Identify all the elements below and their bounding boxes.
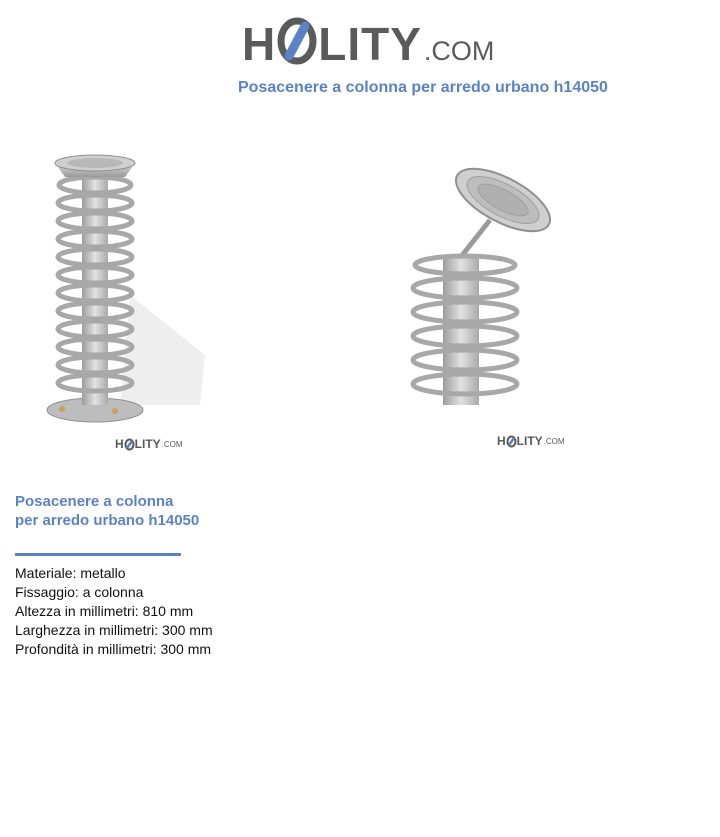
brand-logo [242, 10, 494, 70]
page-title: Posacenere a colonna per arredo urbano h14050 [238, 79, 608, 96]
watermark-ring-icon [506, 435, 517, 448]
product-image-front [0, 115, 210, 475]
spec-fixing: Fissaggio: a colonna [15, 584, 144, 600]
logo-text: LITY [318, 18, 422, 70]
title-divider [15, 553, 181, 556]
product-name: Posacenere a colonna per arredo urbano h14050 [15, 493, 200, 529]
spec-material: Materiale: metallo [15, 565, 126, 581]
image-watermark-open: H LITY .COM [497, 434, 565, 448]
logo-suffix: .COM [423, 36, 495, 66]
logo-letter-h: H [242, 18, 277, 70]
image-watermark-front: H LITY .COM [115, 437, 183, 451]
watermark-ring-icon [124, 438, 135, 451]
spec-height: Altezza in millimetri: 810 mm [15, 603, 194, 619]
logo-ring-icon [277, 16, 317, 66]
spec-width: Larghezza in millimetri: 300 mm [15, 622, 213, 638]
spec-list [15, 564, 213, 659]
product-image-open [395, 160, 575, 410]
spec-depth: Profondità in millimetri: 300 mm [15, 641, 212, 657]
